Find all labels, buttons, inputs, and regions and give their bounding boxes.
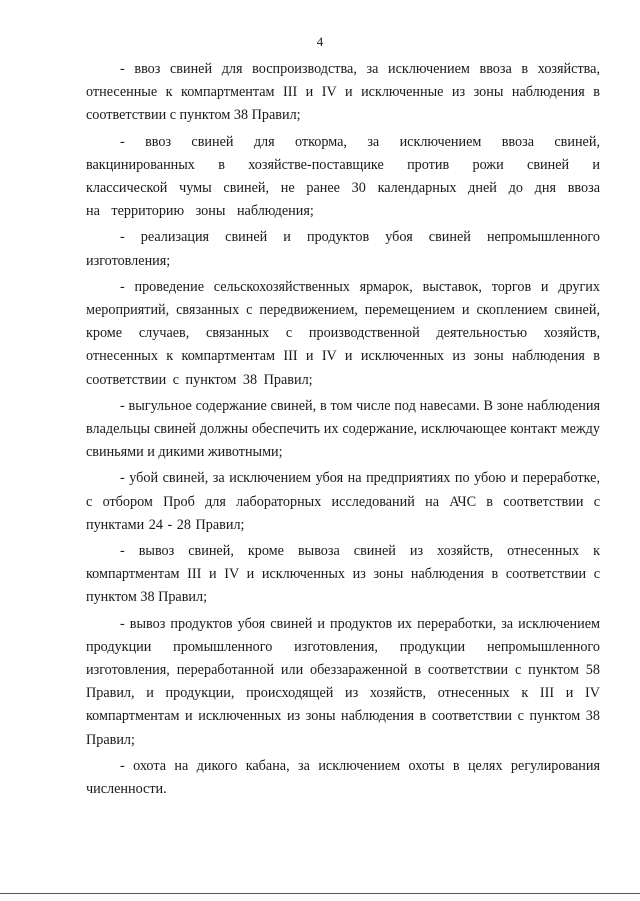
- page-bottom-divider: [0, 893, 640, 894]
- list-item: - ввоз свиней для воспроизводства, за исключением ввоза в хозяйства, отнесенные к компартментам III и IV и исключенные из зоны наблюдения в соответствии с пунктом 38 Правил;: [86, 61, 600, 124]
- list-item: - реализация свиней и продуктов убоя свиней непромышленного изготовления;: [86, 229, 600, 269]
- page-number: 4: [316, 34, 324, 49]
- list-item: - проведение сельскохозяйственных ярмарок, выставок, торгов и других мероприятий, связанных с передвижением, перемещением и скоплением свиней, кроме случаев, связанных с производственной деятельностью хозяйств, отнесенных к компартментам III и IV и исключенных из зоны наблюдения в соответствии с пунктом 38 Правил;: [86, 278, 600, 388]
- list-item: - выгульное содержание свиней, в том числе под навесами. В зоне наблюдения владельцы свиней должны обеспечить их содержание, исключающее контакт между свиньями и дикими животными;: [86, 397, 600, 461]
- list-item: - ввоз свиней для откорма, за исключением ввоза свиней, вакцинированных в хозяйстве-поставщике против рожи свиней и классической чумы свиней, не ранее 30 календарных дней до дня ввоза на территорию зоны наблюдения;: [86, 133, 600, 220]
- document-body: [86, 58, 600, 804]
- list-item: - охота на дикого кабана, за исключением охоты в целях регулирования численности.: [86, 757, 600, 798]
- list-item: - вывоз свиней, кроме вывоза свиней из хозяйств, отнесенных к компартментам III и IV и исключенных из зоны наблюдения в соответствии с пунктом 38 Правил;: [86, 543, 600, 606]
- list-item: - убой свиней, за исключением убоя на предприятиях по убою и переработке, с отбором Проб для лабораторных исследований на АЧС в соответствии с пунктами 24 - 28 Правил;: [86, 470, 600, 533]
- list-item: - вывоз продуктов убоя свиней и продуктов их переработки, за исключением продукции промышленного изготовления, продукции непромышленного изготовления, переработанной или обеззараженной в соответствии с пунктом 58 Правил, и продукции, происходящей из хозяйств, отнесенных к III и IV компартментам и исключенных из зоны наблюдения в соответствии с пунктом 38 Правил;: [86, 615, 600, 748]
